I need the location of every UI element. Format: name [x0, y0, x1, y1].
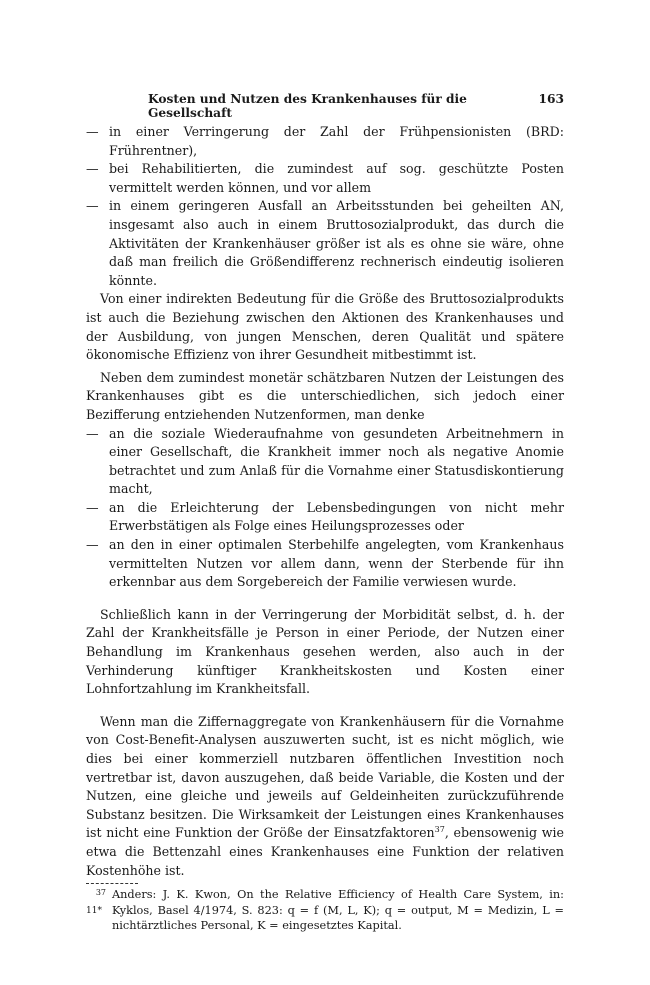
- paragraph: Neben dem zumindest monetär schätzbaren Nutzen der Leistungen des Krankenhauses gibt es die unterschiedlichen, sich jedoch einer Bezifferung entziehenden Nutzenformen, man denke: [86, 369, 564, 422]
- footnote-text: Anders: J. K. Kwon, On the Relative Efficiency of Health Care System, in: Kyklos, Basel 4/1974, S. 823: q = f (M, L, K); q = output, M = Medizin, L = nichtärztliches Personal, K = eingesetztes Kapital.: [112, 888, 564, 933]
- list-dash: —: [86, 198, 99, 214]
- dash-list-1: [86, 123, 564, 290]
- list-item: [86, 123, 564, 160]
- list-item-text: an den in einer optimalen Sterbehilfe angelegten, vom Krankenhaus vermittelten Nutzen vor allem dann, wenn der Sterbende für ihn erkennbar aus dem Sorgebereich der Familie verwiesen wurde.: [109, 537, 564, 590]
- paragraph: Von einer indirekten Bedeutung für die Größe des Bruttosozialprodukts ist auch die Beziehung zwischen den Aktionen des Krankenhauses und der Ausbildung, von jungen Menschen, deren Qualität und spätere ökonomische Effizienz von ihrer Gesundheit mitbestimmt ist.: [86, 291, 564, 363]
- page-body: [86, 123, 564, 934]
- paragraph: Schließlich kann in der Verringerung der Morbidität selbst, d. h. der Zahl der Krankheitsfälle je Person in einer Periode, der Nutzen einer Behandlung im Krankenhaus gesehen werden, also auch in der Verhinderung künftiger Krankheitskosten und Kosten einer Lohnfortzahlung im Krankheitsfall.: [86, 606, 564, 697]
- signature-mark: 11*: [86, 906, 102, 916]
- list-dash: —: [86, 161, 99, 177]
- footnote-reference[interactable]: 37: [434, 825, 445, 835]
- running-header: [148, 92, 564, 120]
- list-item: [86, 160, 564, 197]
- list-item: [86, 425, 564, 499]
- list-item-text: an die soziale Wiederaufnahme von gesundeten Arbeitnehmern in einer Gesellschaft, die Krankheit immer noch als negative Anomie betrachtet und zum Anlaß für die Vornahme einer Statusdiskontierung macht,: [109, 425, 564, 497]
- footnote-separator: [86, 883, 138, 884]
- list-item-text: bei Rehabilitierten, die zumindest auf sog. geschützte Posten vermittelt werden können, und vor allem: [109, 161, 564, 195]
- list-item: [86, 197, 564, 290]
- paragraph: [86, 713, 564, 880]
- footnote: [86, 887, 564, 934]
- list-item-text: in einer Verringerung der Zahl der Frühpensionisten (BRD: Frührentner),: [109, 124, 564, 158]
- paragraph-text: , ebensowenig wie etwa die Bettenzahl eines Krankenhauses eine Funktion der relativen Kostenhöhe ist.: [86, 825, 565, 878]
- list-dash: —: [86, 499, 99, 515]
- page-number: 163: [538, 92, 564, 106]
- dash-list-2: [86, 425, 564, 592]
- paragraph-text: Wenn man die Ziffernaggregate von Krankenhäusern für die Vornahme von Cost-Benefit-Analysen auszuwerten sucht, ist es nicht möglich, wie dies bei einer kommerziell nutzbaren öffentlichen Investition noch vertretbar ist, davon auszugehen, daß beide Variable, die Kosten und der Nutzen, eine gleiche und jeweils auf Geldeinheiten zurückzuführende Substanz besitzen. Die Wirksamkeit der Leistungen eines Krankenhauses ist nicht eine Funktion der Größe der Einsatzfaktoren: [86, 713, 564, 841]
- list-item: [86, 536, 564, 592]
- list-dash: —: [86, 425, 99, 441]
- list-dash: —: [86, 537, 99, 553]
- running-title: Kosten und Nutzen des Krankenhauses für die Gesellschaft: [148, 92, 467, 120]
- list-item-text: an die Erleichterung der Lebensbedingungen von nicht mehr Erwerbstätigen als Folge eines Heilungsprozesses oder: [109, 499, 564, 534]
- footnote-mark: 37: [95, 888, 106, 898]
- list-dash: —: [86, 124, 99, 139]
- list-item-text: in einem geringeren Ausfall an Arbeitsstunden bei geheilten AN, insgesamt also auch in einem Bruttosozialprodukt, das durch die Aktivitäten der Krankenhäuser größer ist als es ohne sie wäre, ohne daß man freilich die Größendifferenz rechnerisch eindeutig isolieren könnte.: [109, 198, 564, 288]
- list-item: [86, 499, 564, 536]
